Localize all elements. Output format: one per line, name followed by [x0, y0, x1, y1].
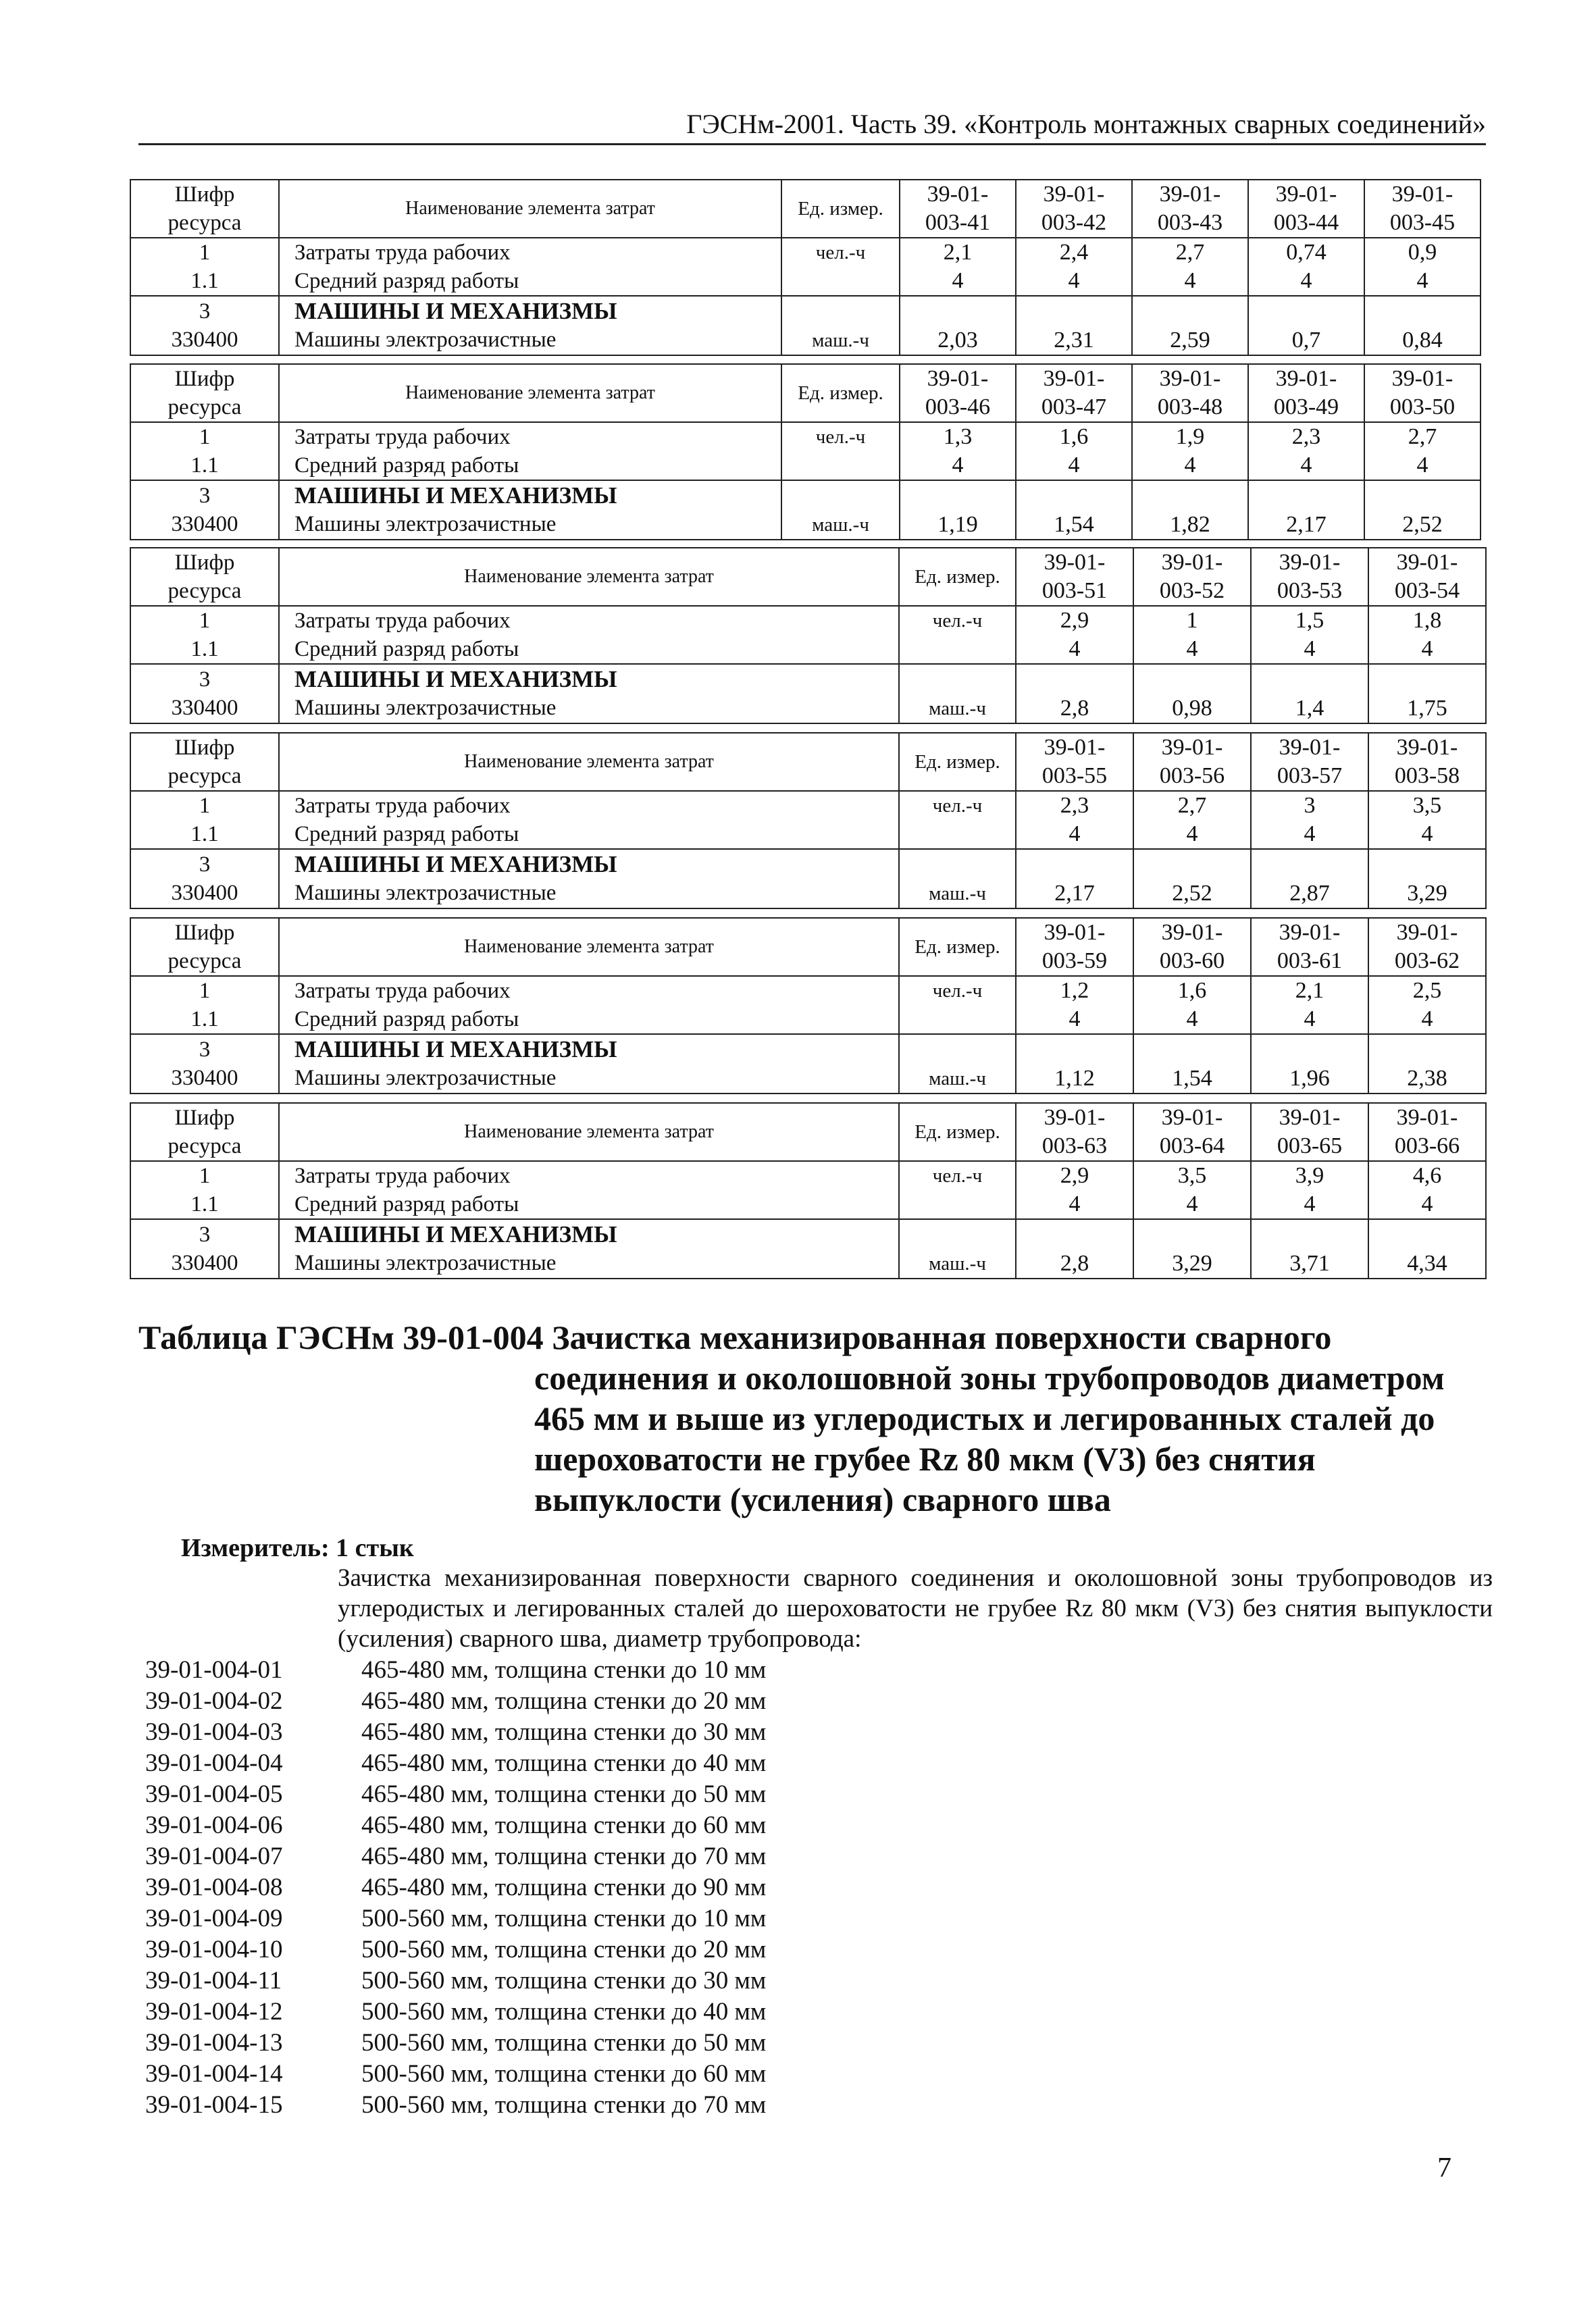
- value-cell: 2,17: [1016, 849, 1133, 908]
- table-heading-line: 465 мм и выше из углеродистых и легированных сталей до: [534, 1399, 1435, 1437]
- row-name-machines: МАШИНЫ И МЕХАНИЗМЫ Машины электрозачистные: [279, 296, 781, 355]
- value-cell: 1,19: [900, 480, 1016, 540]
- norm-text: 500-560 мм, толщина стенки до 30 мм: [361, 1967, 767, 1995]
- header-name-cell: Наименование элемента затрат: [279, 918, 899, 976]
- header-code-cell: Шифр ресурса: [130, 548, 279, 606]
- norm-code: 39-01-004-08: [145, 1874, 283, 1901]
- value-cell: 2,7 4: [1133, 791, 1251, 849]
- header-norm-code: 39-01- 003-48: [1132, 364, 1248, 422]
- norm-code: 39-01-004-03: [145, 1718, 283, 1746]
- list-item: [145, 1748, 766, 1779]
- header-norm-code: 39-01- 003-52: [1133, 548, 1251, 606]
- header-norm-code: 39-01- 003-44: [1248, 180, 1364, 238]
- measure-unit: Измеритель: 1 стык: [181, 1534, 414, 1562]
- list-item: [145, 1903, 766, 1934]
- list-item: [145, 1997, 766, 2028]
- row-unit-labor: чел.-ч: [899, 791, 1016, 849]
- value-cell: 3,9 4: [1251, 1161, 1368, 1219]
- value-cell: 2,5 4: [1368, 976, 1486, 1034]
- value-cell: 1,82: [1132, 480, 1248, 540]
- header-code-cell: Шифр ресурса: [130, 733, 279, 791]
- norm-text: 465-480 мм, толщина стенки до 60 мм: [361, 1811, 767, 1839]
- value-cell: 2,38: [1368, 1034, 1486, 1094]
- header-norm-code: 39-01- 003-46: [900, 364, 1016, 422]
- norm-code: 39-01-004-04: [145, 1749, 283, 1777]
- table-heading-line: шероховатости не грубее Rz 80 мкм (V3) без снятия: [534, 1440, 1316, 1478]
- table-heading: [138, 1317, 1489, 1520]
- value-cell: 1,8 4: [1368, 606, 1486, 664]
- row-unit-machine: маш.-ч: [899, 849, 1016, 908]
- list-item: [145, 2059, 766, 2090]
- table-heading-line: Таблица ГЭСНм 39-01-004 Зачистка механизированная поверхности сварного: [138, 1318, 1332, 1356]
- value-cell: 2,9 4: [1016, 606, 1133, 664]
- row-unit-machine: маш.-ч: [899, 664, 1016, 723]
- row-unit-labor: чел.-ч: [781, 238, 900, 296]
- norm-text: 500-560 мм, толщина стенки до 70 мм: [361, 2091, 767, 2119]
- value-cell: 1,9 4: [1132, 422, 1248, 480]
- header-norm-code: 39-01- 003-45: [1364, 180, 1481, 238]
- value-cell: 3 4: [1251, 791, 1368, 849]
- cost-table-1: [130, 179, 1481, 356]
- value-cell: 2,9 4: [1016, 1161, 1133, 1219]
- list-item: [145, 1655, 766, 1686]
- row-name-machines: МАШИНЫ И МЕХАНИЗМЫ Машины электрозачистные: [279, 1034, 899, 1094]
- value-cell: 2,59: [1132, 296, 1248, 355]
- norm-text: 500-560 мм, толщина стенки до 60 мм: [361, 2060, 767, 2088]
- value-cell: 2,03: [900, 296, 1016, 355]
- row-unit-labor: чел.-ч: [781, 422, 900, 480]
- header-norm-code: 39-01- 003-58: [1368, 733, 1486, 791]
- header-norm-code: 39-01- 003-42: [1016, 180, 1132, 238]
- cost-table-3: [130, 547, 1487, 724]
- header-norm-code: 39-01- 003-60: [1133, 918, 1251, 976]
- row-name-labor: Затраты труда рабочих Средний разряд работы: [279, 238, 781, 296]
- row-code-labor: 1 1.1: [130, 976, 279, 1034]
- row-name-machines: МАШИНЫ И МЕХАНИЗМЫ Машины электрозачистные: [279, 480, 781, 540]
- header-name-cell: Наименование элемента затрат: [279, 364, 781, 422]
- value-cell: 2,1 4: [900, 238, 1016, 296]
- norm-text: 500-560 мм, толщина стенки до 10 мм: [361, 1905, 767, 1932]
- value-cell: 1,6 4: [1133, 976, 1251, 1034]
- cost-table-4: [130, 732, 1487, 909]
- value-cell: 3,29: [1368, 849, 1486, 908]
- header-norm-code: 39-01- 003-65: [1251, 1103, 1368, 1161]
- list-item: [145, 1686, 766, 1717]
- value-cell: 2,3 4: [1248, 422, 1364, 480]
- value-cell: 2,7 4: [1132, 238, 1248, 296]
- norm-text: 500-560 мм, толщина стенки до 20 мм: [361, 1936, 767, 1963]
- table-heading-line: соединения и околошовной зоны трубопроводов диаметром: [534, 1359, 1445, 1397]
- value-cell: 2,8: [1016, 664, 1133, 723]
- list-item: [145, 1717, 766, 1748]
- row-name-labor: Затраты труда рабочих Средний разряд работы: [279, 606, 899, 664]
- value-cell: 1,75: [1368, 664, 1486, 723]
- running-header: ГЭСНм-2001. Часть 39. «Контроль монтажных сварных соединений»: [138, 109, 1486, 145]
- header-name-cell: Наименование элемента затрат: [279, 548, 899, 606]
- norm-text: 465-480 мм, толщина стенки до 20 мм: [361, 1687, 767, 1715]
- header-unit-cell: Ед. измер.: [899, 918, 1016, 976]
- value-cell: 0,98: [1133, 664, 1251, 723]
- value-cell: 2,17: [1248, 480, 1364, 540]
- value-cell: 3,5 4: [1368, 791, 1486, 849]
- norm-text: 465-480 мм, толщина стенки до 90 мм: [361, 1874, 767, 1901]
- value-cell: 0,7: [1248, 296, 1364, 355]
- value-cell: 2,52: [1364, 480, 1481, 540]
- work-description: Зачистка механизированная поверхности сварного соединения и околошовной зоны трубопроводов из углеродистых и легированных сталей до шероховатости не грубее Rz 80 мкм (V3) без снятия выпуклости (усиления) сварного шва, диаметр трубопровода:: [338, 1564, 1493, 1653]
- page-number: 7: [1437, 2153, 1451, 2184]
- value-cell: 3,71: [1251, 1219, 1368, 1279]
- row-code-machines: 3 330400: [130, 664, 279, 723]
- norm-code: 39-01-004-01: [145, 1656, 283, 1684]
- row-name-labor: Затраты труда рабочих Средний разряд работы: [279, 791, 899, 849]
- header-unit-cell: Ед. измер.: [781, 364, 900, 422]
- norm-list: [145, 1655, 766, 2121]
- row-code-labor: 1 1.1: [130, 606, 279, 664]
- row-unit-machine: маш.-ч: [781, 480, 900, 540]
- header-unit-cell: Ед. измер.: [899, 1103, 1016, 1161]
- row-name-machines: МАШИНЫ И МЕХАНИЗМЫ Машины электрозачистные: [279, 849, 899, 908]
- header-unit-cell: Ед. измер.: [899, 733, 1016, 791]
- value-cell: 1,96: [1251, 1034, 1368, 1094]
- row-name-labor: Затраты труда рабочих Средний разряд работы: [279, 422, 781, 480]
- row-name-machines: МАШИНЫ И МЕХАНИЗМЫ Машины электрозачистные: [279, 664, 899, 723]
- value-cell: 1,3 4: [900, 422, 1016, 480]
- norm-code: 39-01-004-15: [145, 2091, 283, 2119]
- row-unit-labor: чел.-ч: [899, 606, 1016, 664]
- header-norm-code: 39-01- 003-56: [1133, 733, 1251, 791]
- header-norm-code: 39-01- 003-49: [1248, 364, 1364, 422]
- row-code-machines: 3 330400: [130, 1219, 279, 1279]
- row-code-machines: 3 330400: [130, 296, 279, 355]
- row-code-labor: 1 1.1: [130, 422, 279, 480]
- row-code-labor: 1 1.1: [130, 238, 279, 296]
- header-name-cell: Наименование элемента затрат: [279, 180, 781, 238]
- norm-text: 465-480 мм, толщина стенки до 30 мм: [361, 1718, 767, 1746]
- value-cell: 1,4: [1251, 664, 1368, 723]
- value-cell: 2,52: [1133, 849, 1251, 908]
- row-unit-labor: чел.-ч: [899, 976, 1016, 1034]
- value-cell: 4,6 4: [1368, 1161, 1486, 1219]
- value-cell: 2,1 4: [1251, 976, 1368, 1034]
- header-norm-code: 39-01- 003-43: [1132, 180, 1248, 238]
- header-norm-code: 39-01- 003-55: [1016, 733, 1133, 791]
- header-unit-cell: Ед. измер.: [899, 548, 1016, 606]
- cost-table-5: [130, 917, 1487, 1094]
- value-cell: 1,54: [1133, 1034, 1251, 1094]
- list-item: [145, 2090, 766, 2121]
- header-unit-cell: Ед. измер.: [781, 180, 900, 238]
- row-code-labor: 1 1.1: [130, 1161, 279, 1219]
- header-norm-code: 39-01- 003-53: [1251, 548, 1368, 606]
- header-code-cell: Шифр ресурса: [130, 364, 279, 422]
- value-cell: 0,84: [1364, 296, 1481, 355]
- row-unit-machine: маш.-ч: [781, 296, 900, 355]
- row-unit-labor: чел.-ч: [899, 1161, 1016, 1219]
- value-cell: 2,4 4: [1016, 238, 1132, 296]
- header-norm-code: 39-01- 003-59: [1016, 918, 1133, 976]
- list-item: [145, 1872, 766, 1903]
- header-code-cell: Шифр ресурса: [130, 1103, 279, 1161]
- norm-code: 39-01-004-07: [145, 1843, 283, 1870]
- header-name-cell: Наименование элемента затрат: [279, 733, 899, 791]
- row-name-labor: Затраты труда рабочих Средний разряд работы: [279, 976, 899, 1034]
- list-item: [145, 1779, 766, 1810]
- list-item: [145, 1934, 766, 1965]
- norm-code: 39-01-004-05: [145, 1780, 283, 1808]
- table-heading-line: выпуклости (усиления) сварного шва: [534, 1481, 1111, 1518]
- value-cell: 3,5 4: [1133, 1161, 1251, 1219]
- list-item: [145, 1965, 766, 1997]
- value-cell: 2,31: [1016, 296, 1132, 355]
- value-cell: 2,3 4: [1016, 791, 1133, 849]
- header-norm-code: 39-01- 003-50: [1364, 364, 1481, 422]
- cost-table-2: [130, 363, 1481, 540]
- value-cell: 4,34: [1368, 1219, 1486, 1279]
- norm-text: 500-560 мм, толщина стенки до 50 мм: [361, 2029, 767, 2057]
- value-cell: 1,54: [1016, 480, 1132, 540]
- norm-code: 39-01-004-09: [145, 1905, 283, 1932]
- norm-text: 465-480 мм, толщина стенки до 70 мм: [361, 1843, 767, 1870]
- norm-code: 39-01-004-06: [145, 1811, 283, 1839]
- header-norm-code: 39-01- 003-61: [1251, 918, 1368, 976]
- value-cell: 0,9 4: [1364, 238, 1481, 296]
- norm-text: 465-480 мм, толщина стенки до 40 мм: [361, 1749, 767, 1777]
- list-item: [145, 1841, 766, 1872]
- value-cell: 1,2 4: [1016, 976, 1133, 1034]
- norm-code: 39-01-004-12: [145, 1998, 283, 2026]
- row-name-machines: МАШИНЫ И МЕХАНИЗМЫ Машины электрозачистные: [279, 1219, 899, 1279]
- norm-text: 465-480 мм, толщина стенки до 50 мм: [361, 1780, 767, 1808]
- header-norm-code: 39-01- 003-64: [1133, 1103, 1251, 1161]
- norm-code: 39-01-004-02: [145, 1687, 283, 1715]
- cost-table-6: [130, 1102, 1487, 1279]
- header-norm-code: 39-01- 003-47: [1016, 364, 1132, 422]
- header-code-cell: Шифр ресурса: [130, 918, 279, 976]
- header-name-cell: Наименование элемента затрат: [279, 1103, 899, 1161]
- header-norm-code: 39-01- 003-41: [900, 180, 1016, 238]
- row-unit-machine: маш.-ч: [899, 1034, 1016, 1094]
- value-cell: 3,29: [1133, 1219, 1251, 1279]
- header-code-cell: Шифр ресурса: [130, 180, 279, 238]
- row-name-labor: Затраты труда рабочих Средний разряд работы: [279, 1161, 899, 1219]
- row-unit-machine: маш.-ч: [899, 1219, 1016, 1279]
- norm-code: 39-01-004-13: [145, 2029, 283, 2057]
- norm-code: 39-01-004-14: [145, 2060, 283, 2088]
- norm-code: 39-01-004-11: [145, 1967, 282, 1995]
- row-code-machines: 3 330400: [130, 480, 279, 540]
- value-cell: 2,8: [1016, 1219, 1133, 1279]
- value-cell: 1,12: [1016, 1034, 1133, 1094]
- header-norm-code: 39-01- 003-54: [1368, 548, 1486, 606]
- norm-code: 39-01-004-10: [145, 1936, 283, 1963]
- value-cell: 1,6 4: [1016, 422, 1132, 480]
- value-cell: 0,74 4: [1248, 238, 1364, 296]
- norm-text: 500-560 мм, толщина стенки до 40 мм: [361, 1998, 767, 2026]
- row-code-machines: 3 330400: [130, 1034, 279, 1094]
- header-norm-code: 39-01- 003-51: [1016, 548, 1133, 606]
- norm-text: 465-480 мм, толщина стенки до 10 мм: [361, 1656, 767, 1684]
- value-cell: 1 4: [1133, 606, 1251, 664]
- header-norm-code: 39-01- 003-62: [1368, 918, 1486, 976]
- value-cell: 2,7 4: [1364, 422, 1481, 480]
- list-item: [145, 2028, 766, 2059]
- value-cell: 1,5 4: [1251, 606, 1368, 664]
- header-norm-code: 39-01- 003-66: [1368, 1103, 1486, 1161]
- value-cell: 2,87: [1251, 849, 1368, 908]
- list-item: [145, 1810, 766, 1841]
- header-norm-code: 39-01- 003-57: [1251, 733, 1368, 791]
- row-code-labor: 1 1.1: [130, 791, 279, 849]
- row-code-machines: 3 330400: [130, 849, 279, 908]
- header-norm-code: 39-01- 003-63: [1016, 1103, 1133, 1161]
